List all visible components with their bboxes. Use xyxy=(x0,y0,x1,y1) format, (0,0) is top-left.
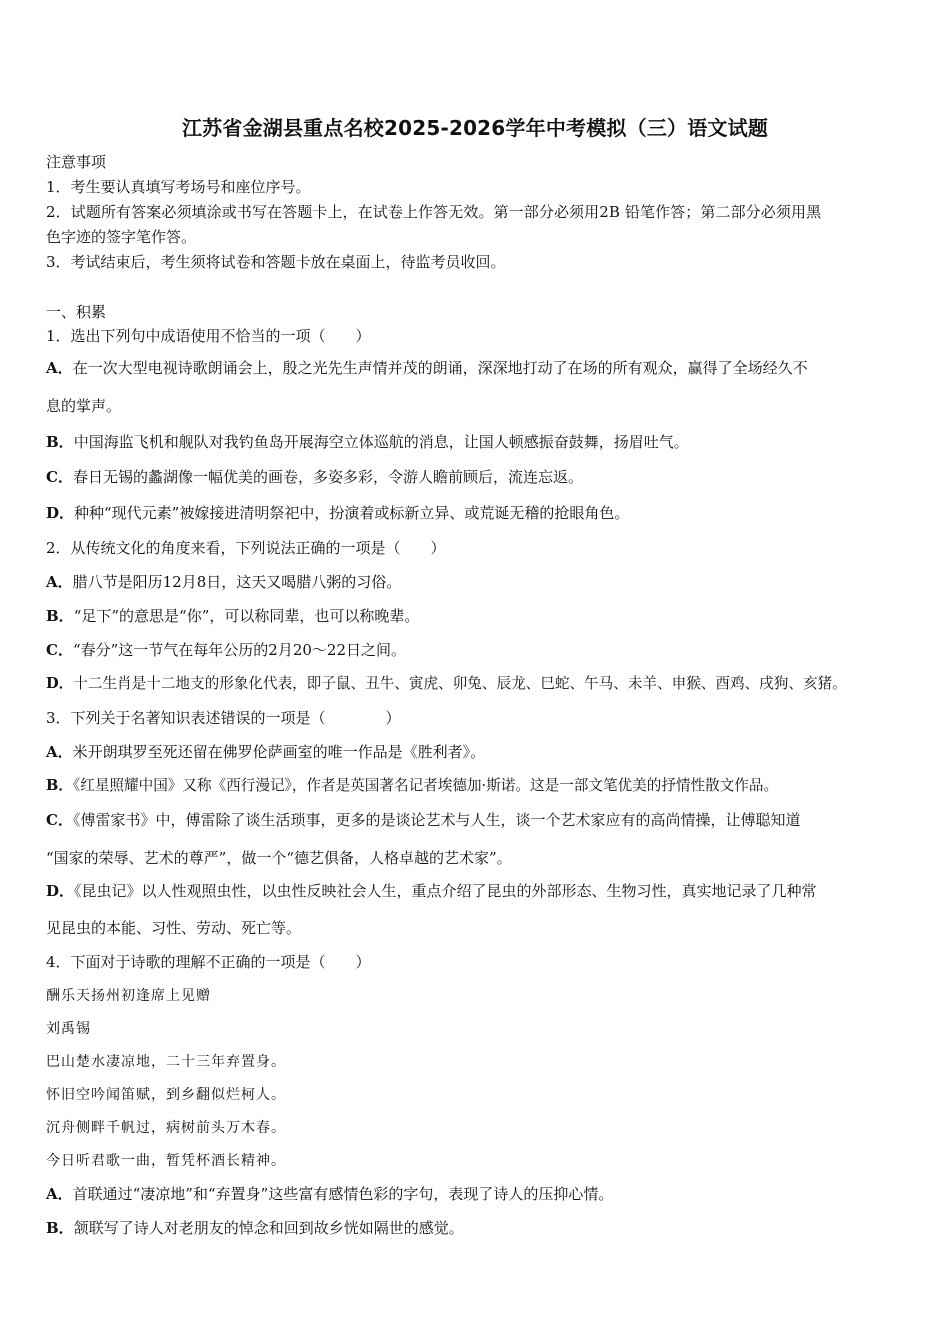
option-letter: B． xyxy=(46,1219,74,1237)
notice-item-2-cont: 色字迹的签字笔作答。 xyxy=(46,228,197,246)
option-text: 春日无锡的蠡湖像一幅优美的画卷，多姿多彩，令游人瞻前顾后，流连忘返。 xyxy=(72,468,583,486)
question-3-option-a xyxy=(46,742,908,762)
option-letter: C． xyxy=(46,811,73,829)
section-heading: 一、积累 xyxy=(46,303,107,321)
option-text: 颔联写了诗人对老朋友的悼念和回到故乡恍如隔世的感觉。 xyxy=(73,1219,464,1237)
question-2-option-d xyxy=(46,674,908,694)
option-letter: A． xyxy=(46,573,73,591)
option-text: 《昆虫记》以人性观照虫性，以虫性反映社会人生，重点介绍了昆虫的外部形态、生物习性，真实地记录了几种常 xyxy=(74,882,817,900)
option-text: 中国海监飞机和舰队对我钓鱼岛开展海空立体巡航的消息，让国人顿感振奋鼓舞，扬眉吐气。 xyxy=(73,433,689,451)
page-title: 江苏省金湖县重点名校2025-2026学年中考模拟（三）语文试题 xyxy=(181,116,769,140)
question-3-option-b xyxy=(46,776,908,796)
option-text: 米开朗琪罗至死还留在佛罗伦萨画室的唯一作品是《胜利者》。 xyxy=(72,743,486,761)
notice-heading: 注意事项 xyxy=(46,153,107,171)
notice-item-2: 2．试题所有答案必须填涂或书写在答题卡上，在试卷上作答无效。第一部分必须用2B 铅笔作答；第二部分必须用黑 xyxy=(46,203,822,221)
poem-title: 酬乐天扬州初逢席上见赠 xyxy=(46,988,211,1004)
option-letter: A． xyxy=(46,1185,73,1203)
option-letter: B． xyxy=(46,433,74,451)
option-letter: C． xyxy=(46,468,73,486)
option-text: 首联通过“凄凉地”和“弃置身”这些富有感情色彩的字句，表现了诗人的压抑心情。 xyxy=(72,1185,614,1203)
question-2-option-a xyxy=(46,572,908,592)
question-3-option-c xyxy=(46,810,908,830)
option-text: 腊八节是阳历12月8日，这天又喝腊八粥的习俗。 xyxy=(72,573,402,591)
option-letter: C． xyxy=(46,641,73,659)
option-letter: B． xyxy=(46,777,73,794)
question-4-stem: 4．下面对于诗歌的理解不正确的一项是（ ） xyxy=(46,953,371,971)
notice-item-3: 3．考试结束后，考生须将试卷和答题卡放在桌面上，待监考员收回。 xyxy=(46,253,506,271)
question-3-stem: 3．下列关于名著知识表述错误的一项是（ ） xyxy=(46,709,401,727)
option-text: “足下”的意思是“你”，可以称同辈，也可以称晚辈。 xyxy=(73,607,420,625)
question-1-option-b xyxy=(46,432,908,452)
question-1-stem: 1．选出下列句中成语使用不恰当的一项（ ） xyxy=(46,327,371,345)
poem-line-2: 怀旧空吟闻笛赋，到乡翻似烂柯人。 xyxy=(46,1087,286,1103)
option-text: 种种“现代元素”被嫁接进清明祭祀中，扮演着或标新立异、或荒诞无稽的抢眼角色。 xyxy=(74,504,630,522)
option-letter: B． xyxy=(46,607,74,625)
poem-line-1: 巴山楚水凄凉地，二十三年弃置身。 xyxy=(46,1054,286,1070)
option-text: 《红星照耀中国》又称《西行漫记》，作者是英国著名记者埃德加·斯诺。这是一部文笔优美的抒情性散文作品。 xyxy=(72,777,779,794)
option-letter: D． xyxy=(46,675,74,692)
notice-item-1: 1．考生要认真填写考场号和座位序号。 xyxy=(46,178,311,196)
option-text: “春分”这一节气在每年公历的2月20～22日之间。 xyxy=(72,641,407,659)
question-1-option-c xyxy=(46,467,908,487)
option-text: 在一次大型电视诗歌朗诵会上，殷之光先生声情并茂的朗诵，深深地打动了在场的所有观众，赢得了全场经久不 xyxy=(72,359,808,377)
poem-line-3: 沉舟侧畔千帆过，病树前头万木春。 xyxy=(46,1120,286,1136)
option-text: 十二生肖是十二地支的形象化代表，即子鼠、丑牛、寅虎、卯兔、辰龙、巳蛇、午马、未羊、申猴、酉鸡、戌狗、亥猪。 xyxy=(73,675,847,692)
question-2-option-c xyxy=(46,640,908,660)
question-1-option-a-cont: 息的掌声。 xyxy=(46,397,122,415)
question-1-option-a xyxy=(46,358,908,378)
question-2-option-b xyxy=(46,606,908,626)
question-2-stem: 2．从传统文化的角度来看，下列说法正确的一项是（ ） xyxy=(46,539,446,557)
question-3-option-d xyxy=(46,881,908,901)
question-4-option-a xyxy=(46,1184,908,1204)
question-3-option-c-cont: “国家的荣辱、艺术的尊严”，做一个“德艺俱备，人格卓越的艺术家”。 xyxy=(46,849,512,867)
option-letter: A． xyxy=(46,359,73,377)
poem-line-4: 今日听君歌一曲，暂凭杯酒长精神。 xyxy=(46,1153,286,1169)
option-letter: D． xyxy=(46,504,75,522)
option-letter: D． xyxy=(46,882,75,900)
option-letter: A． xyxy=(46,743,73,761)
question-4-option-b xyxy=(46,1218,908,1238)
question-3-option-d-cont: 见昆虫的本能、习性、劳动、死亡等。 xyxy=(46,919,302,937)
poem-author: 刘禹锡 xyxy=(46,1021,91,1037)
option-text: 《傅雷家书》中，傅雷除了谈生活琐事，更多的是谈论艺术与人生，谈一个艺术家应有的高尚情操，让傅聪知道 xyxy=(72,811,801,829)
question-1-option-d xyxy=(46,503,908,523)
